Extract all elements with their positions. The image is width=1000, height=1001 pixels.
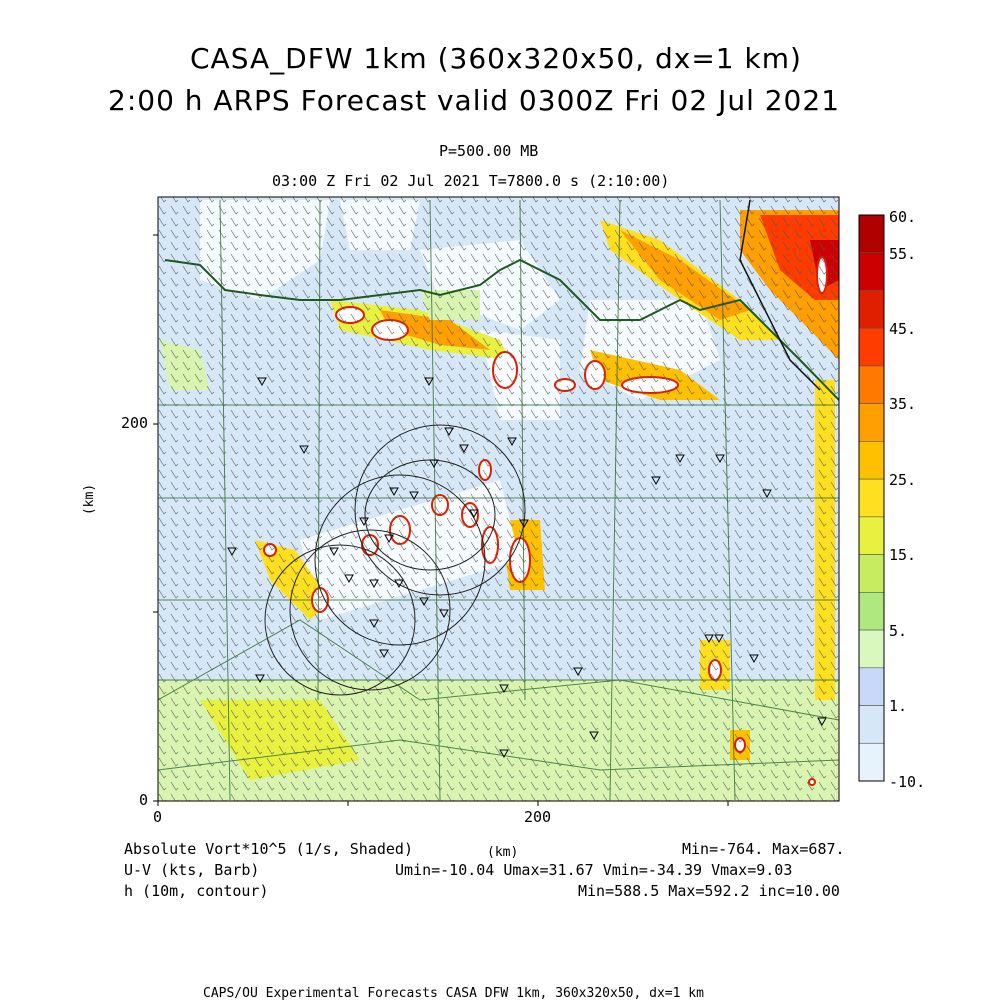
colorbar-swatch: [859, 517, 884, 555]
colorbar-label-15: 15.: [889, 546, 917, 564]
colorbar-swatch: [859, 479, 884, 517]
colorbar-label-35: 35.: [889, 395, 917, 413]
colorbar-swatch: [859, 215, 884, 253]
colorbar-swatch: [859, 706, 884, 744]
colorbar-label-25: 25.: [889, 471, 917, 489]
colorbar-swatch: [859, 290, 884, 328]
footer-credit: CAPS/OU Experimental Forecasts CASA DFW 1km, 360x320x50, dx=1 km: [203, 986, 704, 1001]
colorbar-label-55: 55.: [889, 245, 917, 263]
y-tick-0: 0: [139, 791, 149, 809]
footer-height-stats: Min=588.5 Max=592.2 inc=10.00: [578, 882, 840, 900]
pressure-level: P=500.00 MB: [439, 142, 539, 160]
x-tick-200: 200: [524, 808, 552, 826]
colorbar-label-60: 60.: [889, 208, 917, 226]
colorbar-swatch: [859, 253, 884, 291]
colorbar-swatch: [859, 630, 884, 668]
colorbar-swatch: [859, 328, 884, 366]
footer-vorticity-stats: Min=-764. Max=687.: [682, 840, 845, 858]
title-line-1: CASA_DFW 1km (360x320x50, dx=1 km): [190, 42, 802, 75]
colorbar-swatch: [859, 592, 884, 630]
colorbar: [859, 215, 884, 781]
colorbar-label-1: 1.: [889, 697, 908, 715]
colorbar-label-5: 5.: [889, 622, 908, 640]
plot-area: [158, 197, 839, 801]
colorbar-swatch: [859, 441, 884, 479]
footer-field-wind: U-V (kts, Barb): [124, 861, 260, 879]
colorbar-swatch: [859, 366, 884, 404]
y-axis-label: (km): [82, 483, 98, 516]
x-tick-0: 0: [153, 808, 163, 826]
footer-field-height: h (10m, contour): [124, 882, 269, 900]
title-line-2: 2:00 h ARPS Forecast valid 0300Z Fri 02 Jul 2021: [108, 84, 841, 117]
colorbar-swatch: [859, 668, 884, 706]
valid-time: 03:00 Z Fri 02 Jul 2021 T=7800.0 s (2:10:00): [272, 172, 670, 190]
colorbar-swatch: [859, 404, 884, 442]
y-tick-200: 200: [121, 414, 149, 432]
colorbar-swatch: [859, 555, 884, 593]
colorbar-swatch: [859, 743, 884, 781]
wind-barbs: [158, 197, 839, 801]
colorbar-label-45: 45.: [889, 320, 917, 338]
colorbar-label-neg10: -10.: [889, 773, 926, 791]
footer-wind-stats: Umin=-10.04 Umax=31.67 Vmin=-34.39 Vmax=9.03: [395, 861, 793, 879]
footer-field-vorticity: Absolute Vort*10^5 (1/s, Shaded): [124, 840, 413, 858]
footer-center-unit: (km): [487, 845, 519, 860]
